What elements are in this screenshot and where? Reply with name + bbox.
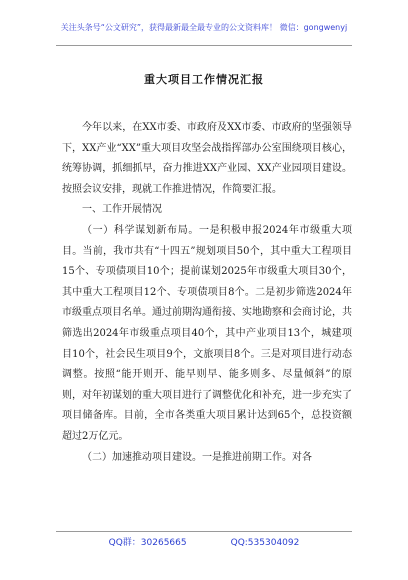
section-heading: 一、工作开展情况 <box>82 204 162 216</box>
qq-text: QQ:535304092 <box>230 538 300 548</box>
document-title: 重大项目工作情况汇报 <box>144 73 264 86</box>
header-banner: 关注头条号“公文研究”，获得最新最全最专业的公文资料库！ 微信：gongwenyj <box>60 23 348 32</box>
header-divider <box>56 45 352 46</box>
document-body <box>62 118 352 468</box>
footer-contact <box>0 535 408 548</box>
footer-divider <box>56 531 352 532</box>
paragraph-planning: （一）科学谋划新布局。一是积极申报2024年市级重大项目。当前，我市共有“十四五”规划项目50个，其中重大工程项目15个、专项债项目10个；提前谋划2025年市级重大项目30个，其中重大工程项目12个、专项债项目8个。二是初步筛选2024年市级重点项目名单。通过前期沟通衔接、实地勘察和会商讨论，共筛选出2024年市级重点项目40个，其中产业项目13个，城建项目10个，社会民生项目9个，文旅项目8个。三是对项目进行动态调整。按照“能开则开、能早则早、能多则多、尽量倾斜”的原则，对年初谋划的重大项目进行了调整优化和补充，进一步充实了项目储备库。目前，全市各类重大项目累计达到65个，总投资额超过2万亿元。 <box>62 224 352 442</box>
paragraph-construction: （二）加速推动项目建设。一是推进前期工作。对各 <box>82 451 312 463</box>
qq-group-text: QQ群：30265665 <box>108 538 187 548</box>
paragraph-intro: 今年以来，在XX市委、市政府及XX市委、市政府的坚强领导下，XX产业“XX”重大项目攻坚会战指挥部办公室围绕项目核心，统筹协调，抓细抓早，奋力推进XX产业园、XX产业园项目建设。按照会议安排，现就工作推进情况，作简要汇报。 <box>62 122 352 195</box>
